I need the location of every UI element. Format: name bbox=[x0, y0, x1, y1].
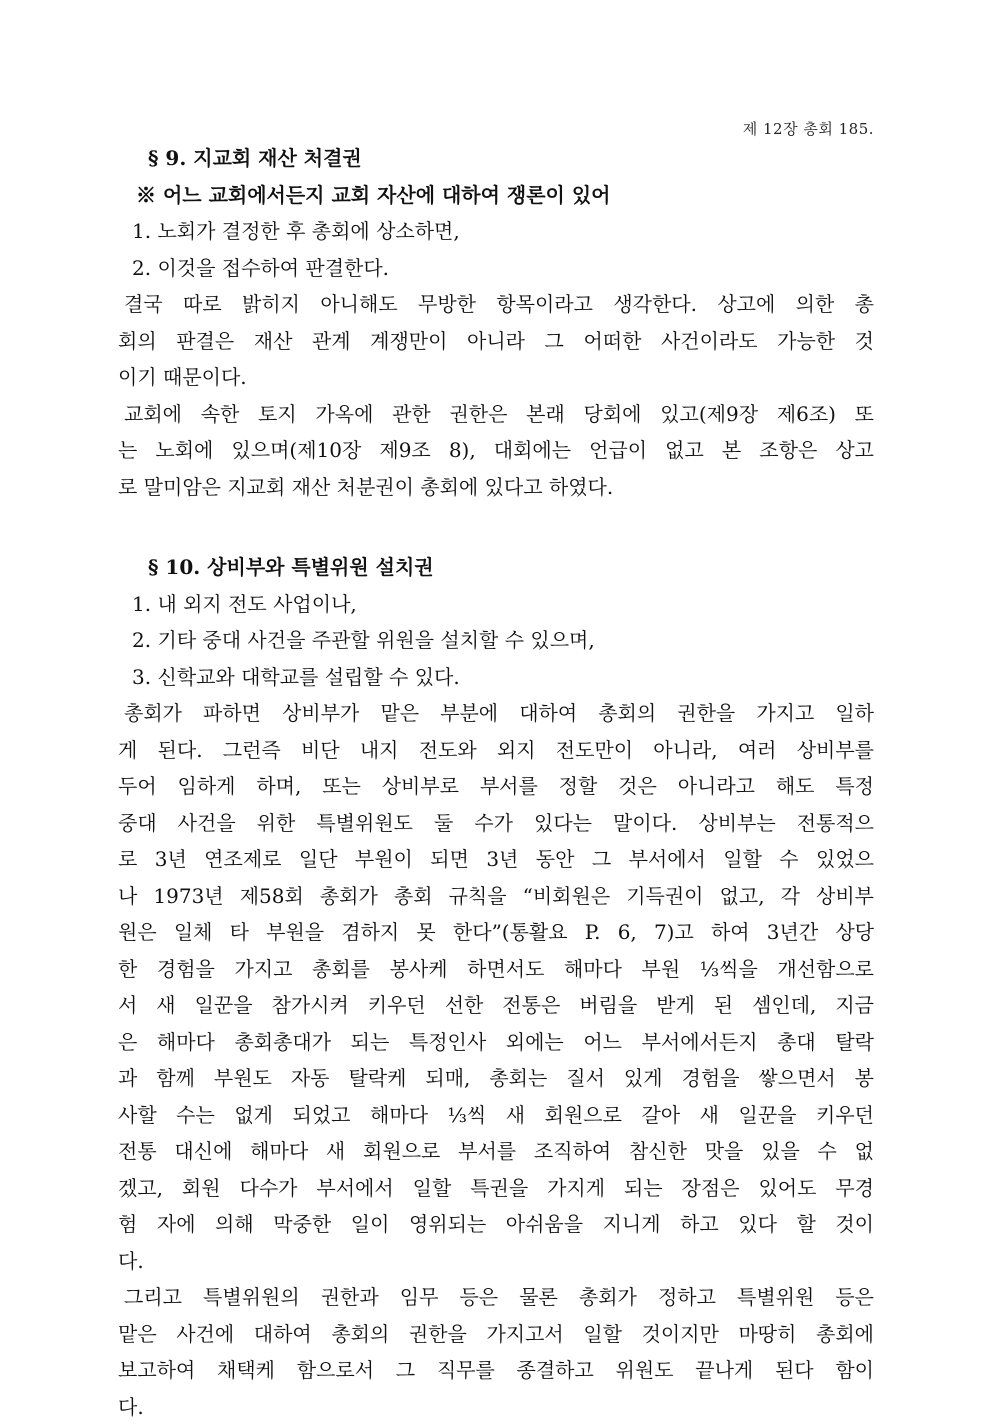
section-9-note: ※ 어느 교회에서든지 교회 자산에 대하여 쟁론이 있어 bbox=[118, 177, 874, 214]
running-header: 제 12장 총회 185. bbox=[743, 118, 874, 139]
paragraph-line: 그리고 특별위원의 권한과 임무 등은 물론 총회가 정하고 특별위원 등은 bbox=[118, 1279, 874, 1316]
paragraph-line: 두어 임하게 하며, 또는 상비부로 부서를 정할 것은 아니라고 해도 특정 bbox=[118, 768, 874, 805]
paragraph-line: 다. bbox=[118, 1389, 874, 1425]
section-spacer bbox=[118, 505, 874, 549]
section-9-paragraph-1 bbox=[118, 286, 874, 396]
paragraph-line: 회의 판결은 재산 관계 계쟁만이 아니라 그 어떠한 사건이라도 가능한 것 bbox=[118, 323, 874, 360]
section-9-item-1: 1. 노회가 결정한 후 총회에 상소하면, bbox=[118, 213, 874, 250]
section-10-paragraph-2 bbox=[118, 1279, 874, 1425]
paragraph-line: 나 1973년 제58회 총회가 총회 규칙을 “비회원은 기득권이 없고, 각 상비부 bbox=[118, 878, 874, 915]
paragraph-line: 총회가 파하면 상비부가 맡은 부분에 대하여 총회의 권한을 가지고 일하 bbox=[118, 695, 874, 732]
paragraph-line: 서 새 일꾼을 참가시켜 키우던 선한 전통은 버림을 받게 된 셈인데, 지금 bbox=[118, 987, 874, 1024]
section-10-item-1: 1. 내 외지 전도 사업이나, bbox=[118, 586, 874, 623]
paragraph-line: 전통 대신에 해마다 새 회원으로 부서를 조직하여 참신한 맛을 있을 수 없 bbox=[118, 1133, 874, 1170]
paragraph-line: 이기 때문이다. bbox=[118, 359, 874, 396]
paragraph-line: 로 3년 연조제로 일단 부원이 되면 3년 동안 그 부서에서 일할 수 있었으 bbox=[118, 841, 874, 878]
section-10-item-2: 2. 기타 중대 사건을 주관할 위원을 설치할 수 있으며, bbox=[118, 622, 874, 659]
section-10-paragraph-1 bbox=[118, 695, 874, 1279]
paragraph-line: 맡은 사건에 대하여 총회의 권한을 가지고서 일할 것이지만 마땅히 총회에 bbox=[118, 1316, 874, 1353]
paragraph-line: 중대 사건을 위한 특별위원도 둘 수가 있다는 말이다. 상비부는 전통적으 bbox=[118, 805, 874, 842]
paragraph-line: 다. bbox=[118, 1243, 874, 1280]
paragraph-line: 한 경험을 가지고 총회를 봉사케 하면서도 해마다 부원 ⅓씩을 개선함으로 bbox=[118, 951, 874, 988]
paragraph-line: 과 함께 부원도 자동 탈락케 되매, 총회는 질서 있게 경험을 쌓으면서 봉 bbox=[118, 1060, 874, 1097]
paragraph-line: 보고하여 채택케 함으로서 그 직무를 종결하고 위원도 끝나게 된다 함이 bbox=[118, 1352, 874, 1389]
section-9-title: § 9. 지교회 재산 처결권 bbox=[118, 140, 874, 177]
paragraph-line: 사할 수는 없게 되었고 해마다 ⅓씩 새 회원으로 갈아 새 일꾼을 키우던 bbox=[118, 1097, 874, 1134]
paragraph-line: 겠고, 회원 다수가 부서에서 일할 특권을 가지게 되는 장점은 있어도 무경 bbox=[118, 1170, 874, 1207]
section-10-item-3: 3. 신학교와 대학교를 설립할 수 있다. bbox=[118, 659, 874, 696]
paragraph-line: 은 해마다 총회총대가 되는 특정인사 외에는 어느 부서에서든지 총대 탈락 bbox=[118, 1024, 874, 1061]
page-body bbox=[118, 140, 874, 1425]
section-10-title: § 10. 상비부와 특별위원 설치권 bbox=[118, 549, 874, 586]
paragraph-line: 는 노회에 있으며(제10장 제9조 8), 대회에는 언급이 없고 본 조항은 상고 bbox=[118, 432, 874, 469]
paragraph-line: 게 된다. 그런즉 비단 내지 전도와 외지 전도만이 아니라, 여러 상비부를 bbox=[118, 732, 874, 769]
paragraph-line: 로 말미암은 지교회 재산 처분권이 총회에 있다고 하였다. bbox=[118, 469, 874, 506]
section-9-paragraph-2 bbox=[118, 396, 874, 506]
paragraph-line: 교회에 속한 토지 가옥에 관한 권한은 본래 당회에 있고(제9장 제6조) 또 bbox=[118, 396, 874, 433]
paragraph-line: 험 자에 의해 막중한 일이 영위되는 아쉬움을 지니게 하고 있다 할 것이 bbox=[118, 1206, 874, 1243]
paragraph-line: 원은 일체 타 부원을 겸하지 못 한다”(통활요 P. 6, 7)고 하여 3년간 상당 bbox=[118, 914, 874, 951]
section-9-item-2: 2. 이것을 접수하여 판결한다. bbox=[118, 250, 874, 287]
paragraph-line: 결국 따로 밝히지 아니해도 무방한 항목이라고 생각한다. 상고에 의한 총 bbox=[118, 286, 874, 323]
